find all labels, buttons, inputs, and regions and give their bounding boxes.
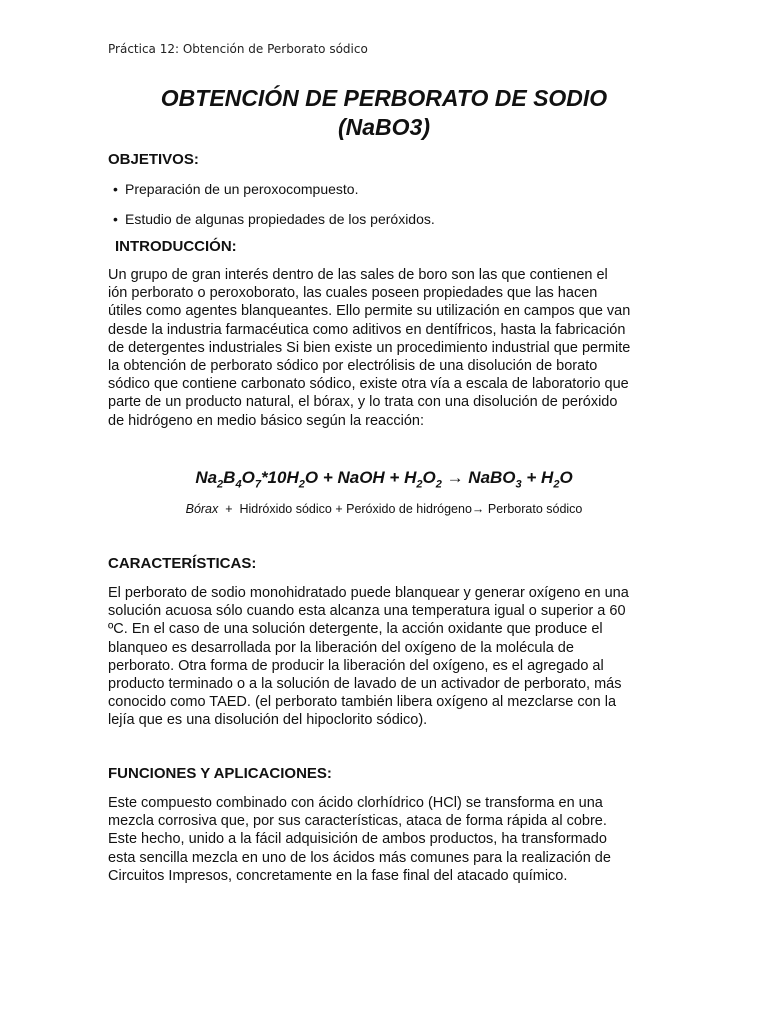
caracteristicas-heading: CARACTERÍSTICAS: xyxy=(108,555,257,572)
objetivos-heading: OBJETIVOS: xyxy=(108,151,199,168)
reaction-equation: $Na_2B_4O_7*10H_2O$ + NaOH + $H_2O_2$ → NaBO$_3$ + $H_2O$ xyxy=(195,468,573,491)
list-item: • Estudio de algunas propiedades de los peróxidos. xyxy=(113,211,435,227)
caracteristicas-paragraph: El perborato de sodio monohidratado puede blanquear y generar oxígeno en una solución acuosa sólo cuando esta alcanza una temperatura igual o superior a 60 ºC. En el caso de una solución detergente, la acción oxidante que produce el blanqueo es desarrollada por la liberación del oxígeno de la molécula de perborato. Otra forma de producir la liberación del oxígeno, es el agregado al producto terminado o a la solución de lavado de un activador de perborato, más conocido como TAED. (el perborato también libera oxígeno al mezclarse con la lejía que es una disolución del hipoclorito sódico). xyxy=(108,585,629,729)
running-header: Práctica 12: Obtención de Perborato sódico xyxy=(108,42,368,56)
equation-caption: Bórax + Hidróxido sódico + Peróxido de hidrógeno→ Perborato sódico xyxy=(185,502,583,516)
funciones-paragraph: Este compuesto combinado con ácido clorhídrico (HCl) se transforma en una mezcla corrosiva que, por sus características, ataca de forma rápida al cobre. Este hecho, unido a la fácil adquisición de ambos productos, ha transformado esta sencilla mezcla en uno de los ácidos más comunes para la realización de Circuitos Impresos, concretamente en la fase final del atacado químico. xyxy=(108,795,611,884)
title-line-1: OBTENCIÓN DE PERBORATO DE SODIO xyxy=(160,85,608,111)
arrow-right-icon: → xyxy=(446,468,464,487)
introduccion-heading: INTRODUCCIÓN: xyxy=(115,238,237,255)
introduccion-paragraph: Un grupo de gran interés dentro de las sales de boro son las que contienen el ión perborato o peroxoborato, las cuales poseen propiedades que las hacen útiles como agentes blanqueantes. Ello permite su utilización en campos que van desde la industria farmacéutica como aditivos en dentífricos, hasta la fabricación de detergentes industriales Si bien existe un procedimiento industrial que permite la obtención de perborato sódico por electrólisis de una disolución de borato sódico que contiene carbonato sódico, existe otra vía a escala de laboratorio que parte de un producto natural, el bórax, y lo trata con una disolución de peróxido de hidrógeno en medio básico según la reacción: xyxy=(108,267,631,429)
title-line-2: (NaBO3) xyxy=(337,114,430,140)
bullet-icon: • xyxy=(113,211,118,227)
objetivos-list xyxy=(113,180,435,240)
bullet-icon: • xyxy=(113,181,118,197)
page-title xyxy=(0,84,768,142)
funciones-heading: FUNCIONES Y APLICACIONES: xyxy=(108,765,332,782)
list-item: • Preparación de un peroxocompuesto. xyxy=(113,181,359,197)
